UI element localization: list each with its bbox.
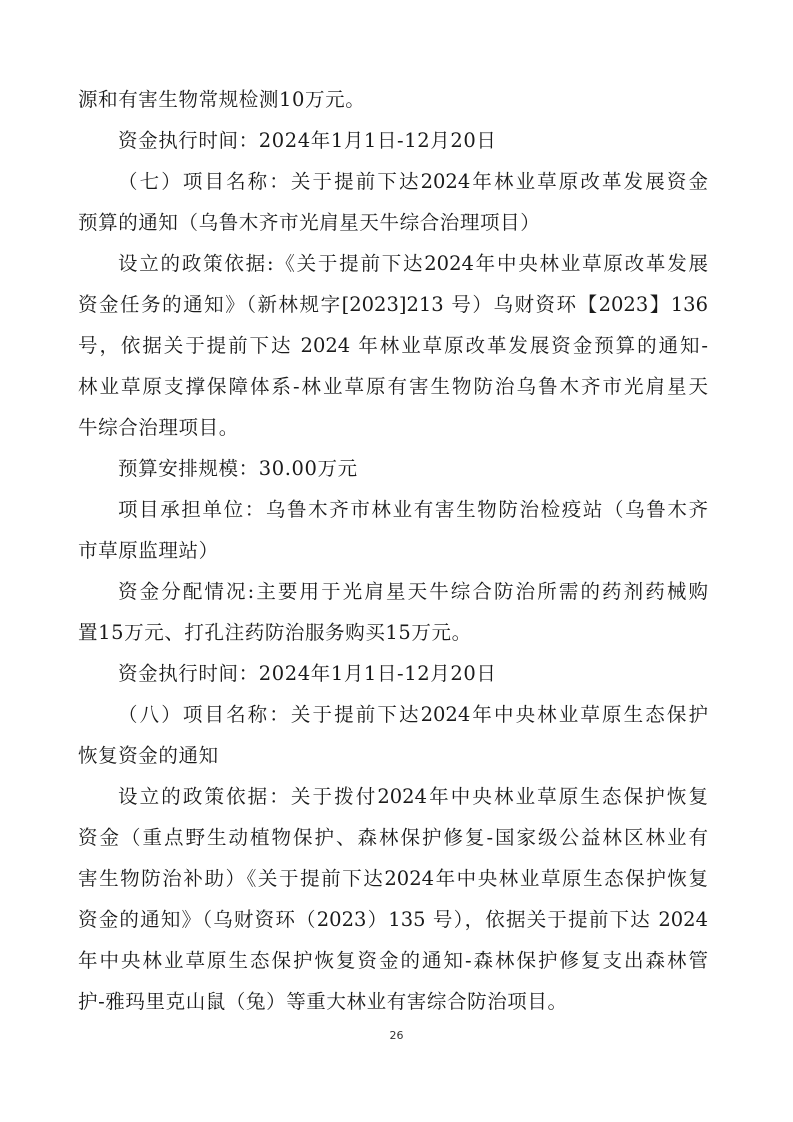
paragraph-line: 设立的政策依据:《关于提前下达2024年中央林业草原改革发展 — [118, 252, 708, 275]
section-heading-line: （八）项目名称：关于提前下达2024年中央林业草原生态保护 — [118, 703, 708, 726]
section-heading-line: 恢复资金的通知 — [78, 744, 219, 767]
paragraph-line: 护-雅玛里克山鼠（兔）等重大林业有害综合防治项目。 — [78, 990, 568, 1013]
paragraph-line: 牛综合治理项目。 — [78, 416, 239, 439]
paragraph-line: 号，依据关于提前下达 2024 年林业草原改革发展资金预算的通知- — [78, 334, 708, 357]
paragraph-line: 市草原监理站） — [78, 539, 219, 562]
paragraph-line: 预算安排规模：30.00万元 — [118, 457, 358, 480]
paragraph-line: 害生物防治补助）《关于提前下达2024年中央林业草原生态保护恢复 — [78, 867, 708, 890]
paragraph-line: 资金（重点野生动植物保护、森林保护修复-国家级公益林区林业有 — [78, 826, 708, 849]
section-heading-line: 预算的通知（乌鲁木齐市光肩星天牛综合治理项目） — [78, 211, 541, 234]
paragraph-line: 资金任务的通知》（新林规字[2023]213 号）乌财资环【2023】136 — [78, 293, 708, 316]
paragraph-line: 年中央林业草原生态保护恢复资金的通知-森林保护修复支出森林管 — [78, 949, 708, 972]
paragraph-line: 项目承担单位：乌鲁木齐市林业有害生物防治检疫站（乌鲁木齐 — [118, 498, 708, 521]
paragraph-line: 源和有害生物常规检测10万元。 — [78, 88, 366, 111]
page-number: 26 — [389, 1029, 404, 1042]
paragraph-line: 林业草原支撑保障体系-林业草原有害生物防治乌鲁木齐市光肩星天 — [78, 375, 708, 398]
paragraph-line: 资金执行时间：2024年1月1日-12月20日 — [118, 129, 497, 152]
paragraph-line: 资金执行时间：2024年1月1日-12月20日 — [118, 662, 497, 685]
paragraph-line: 置15万元、打孔注药防治服务购买15万元。 — [78, 621, 472, 644]
paragraph-line: 资金分配情况:主要用于光肩星天牛综合防治所需的药剂药械购 — [118, 580, 708, 603]
paragraph-line: 资金的通知》（乌财资环（2023）135 号），依据关于提前下达 2024 — [78, 908, 708, 931]
section-heading-line: （七）项目名称：关于提前下达2024年林业草原改革发展资金 — [118, 170, 708, 193]
paragraph-line: 设立的政策依据：关于拨付2024年中央林业草原生态保护恢复 — [118, 785, 708, 808]
